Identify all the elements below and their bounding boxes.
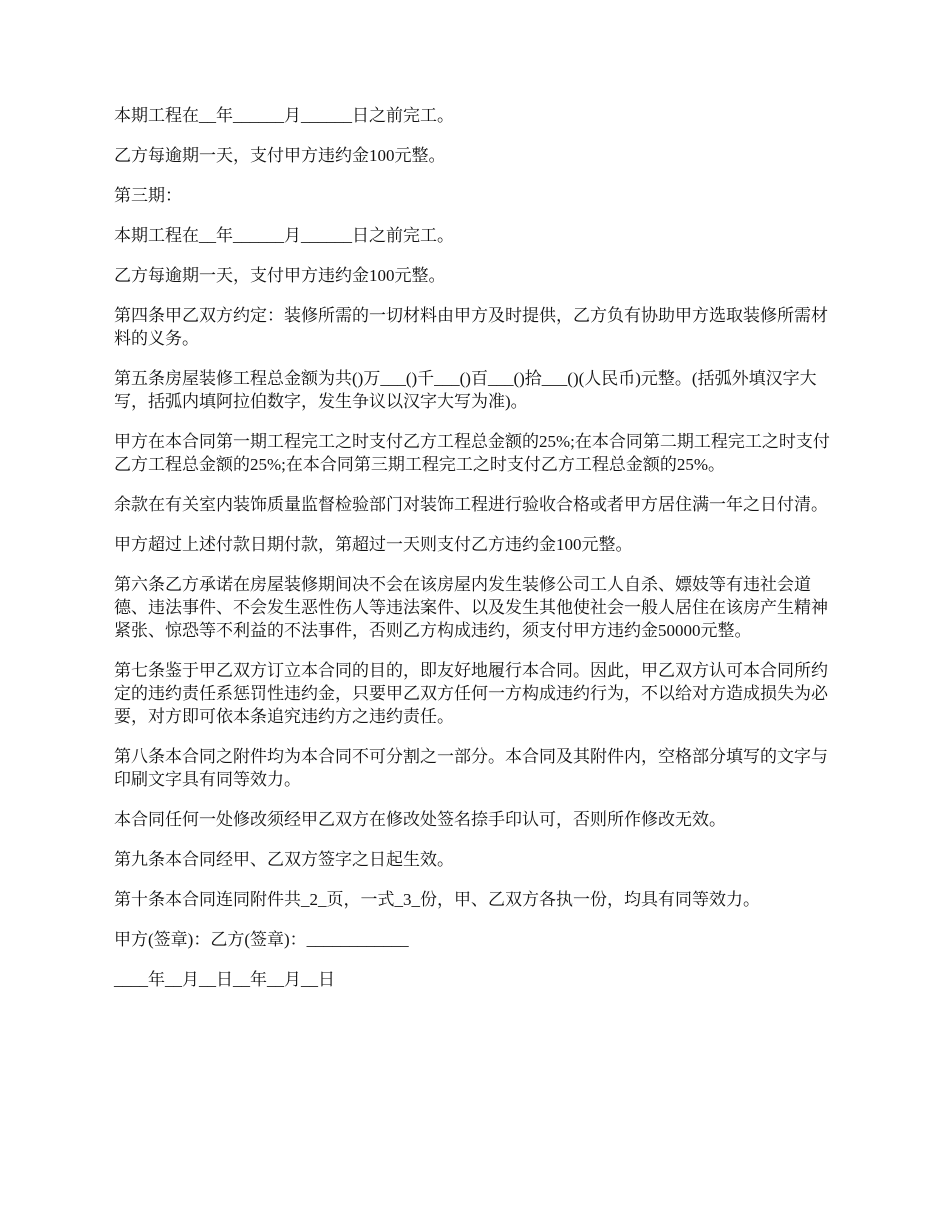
paragraph-article-5: 第五条房屋装修工程总金额为共()万___()千___()百___()拾___()(人民币)元整。(括弧外填汉字大写，括弧内填阿拉伯数字，发生争议以汉字大写为准)。 <box>114 369 817 411</box>
paragraph-article-9: 第九条本合同经甲、乙双方签字之日起生效。 <box>114 850 454 869</box>
paragraph-phase-three-heading: 第三期： <box>114 186 182 205</box>
paragraph-article-7: 第七条鉴于甲乙双方订立本合同的目的，即友好地履行本合同。因此，甲乙双方认可本合同所约定的违约责任系惩罚性违约金，只要甲乙双方任何一方构成违约行为，不以给对方造成损失为必要，对方即可依本条追究违约方之违约责任。 <box>114 661 828 726</box>
paragraph-article-10: 第十条本合同连同附件共_2_页，一式_3_份，甲、乙双方各执一份，均具有同等效力。 <box>114 890 760 909</box>
paragraph-phase-deadline-1: 本期工程在__年______月______日之前完工。 <box>114 106 454 125</box>
contract-page <box>114 104 842 1008</box>
paragraph-payment-schedule: 甲方在本合同第一期工程完工之时支付乙方工程总金额的25%;在本合同第二期工程完工之时支付乙方工程总金额的25%;在本合同第三期工程完工之时支付乙方工程总金额的25%。 <box>114 432 830 474</box>
paragraph-article-6: 第六条乙方承诺在房屋装修期间决不会在该房屋内发生装修公司工人自杀、嫖妓等有违社会道德、违法事件、不会发生恶性伤人等违法案件、以及发生其他使社会一般人居住在该房产生精神紧张、惊恐等不利益的不法事件，否则乙方构成违约，须支付甲方违约金50000元整。 <box>114 575 828 640</box>
date-line: ____年__月__日__年__月__日 <box>114 970 335 989</box>
paragraph-modification: 本合同任何一处修改须经甲乙双方在修改处签名捺手印认可，否则所作修改无效。 <box>114 810 726 829</box>
paragraph-phase-deadline-2: 本期工程在__年______月______日之前完工。 <box>114 226 454 245</box>
paragraph-late-payment: 甲方超过上述付款日期付款，第超过一天则支付乙方违约金100元整。 <box>114 535 633 554</box>
paragraph-penalty-1: 乙方每逾期一天，支付甲方违约金100元整。 <box>114 146 446 165</box>
signature-line: 甲方(签章)：乙方(签章)：____________ <box>114 930 409 949</box>
paragraph-penalty-2: 乙方每逾期一天，支付甲方违约金100元整。 <box>114 266 446 285</box>
paragraph-article-4: 第四条甲乙双方约定：装修所需的一切材料由甲方及时提供，乙方负有协助甲方选取装修所需材料的义务。 <box>114 306 828 348</box>
paragraph-article-8: 第八条本合同之附件均为本合同不可分割之一部分。本合同及其附件内，空格部分填写的文字与印刷文字具有同等效力。 <box>114 747 828 789</box>
paragraph-balance-payment: 余款在有关室内装饰质量监督检验部门对装饰工程进行验收合格或者甲方居住满一年之日付清。 <box>114 495 828 514</box>
